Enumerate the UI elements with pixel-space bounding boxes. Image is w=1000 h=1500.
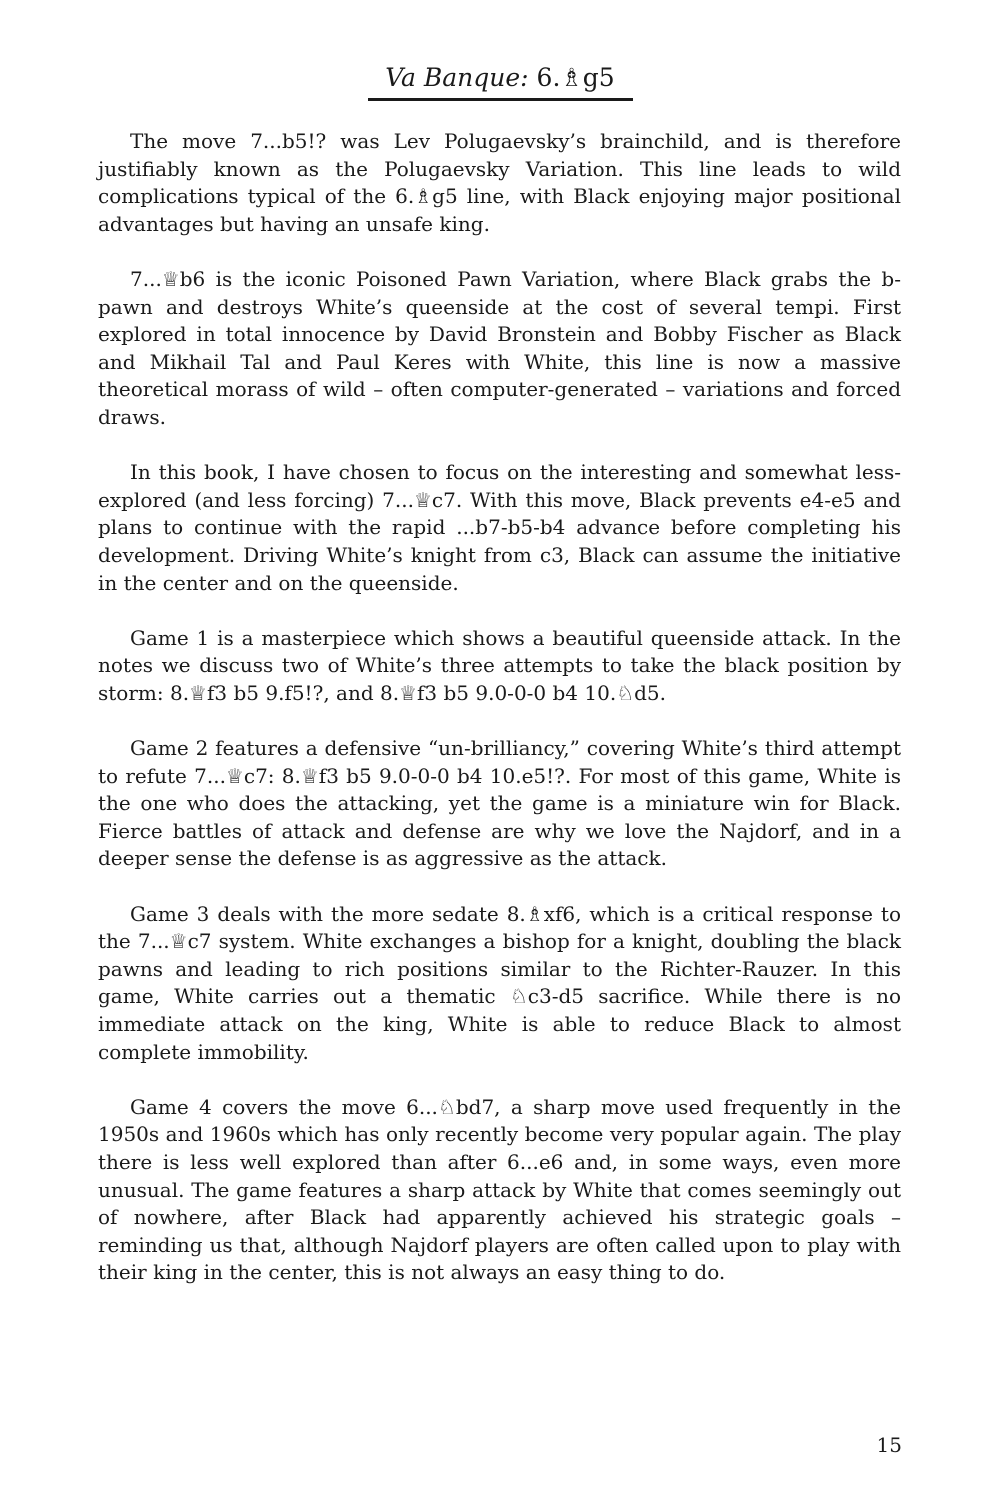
running-head [0,62,1000,94]
paragraph-game-1: Game 1 is a masterpiece which shows a beautiful queenside attack. In the notes we discuss two of White’s three attempts to take the black position by storm: 8.♕f3 b5 9.f5!?, and 8.♕f3 b5 9.0-0-0 b4 10.♘d5. [98,625,901,705]
running-head-title: Va Banque: [385,63,529,92]
paragraph-game-4: Game 4 covers the move 6...♘bd7, a sharp move used frequently in the 1950s and 1960s which has only recently become very popular again. The play there is less well explored than after 6...e6 and, in some ways, even more unusual. The game features a sharp attack by White that comes seemingly out of nowhere, after Black had apparently achieved his strategic goals – reminding us that, although Najdorf players are often called upon to play with their king in the center, this is not always an easy thing to do. [98,1094,901,1285]
paragraph-game-2: Game 2 features a defensive “un-brilliancy,” covering White’s third attempt to refute 7...♕c7: 8.♕f3 b5 9.0-0-0 b4 10.e5!?. For most of this game, White is the one who does the attacking, yet the game is a miniature win for Black. Fierce battles of attack and defense are why we love the Najdorf, and in a deeper sense the defense is as aggressive as the attack. [98,736,901,871]
body-text [98,128,901,1315]
paragraph-polugaevsky: The move 7...b5!? was Lev Polugaevsky’s brainchild, and is therefore justifiably known as the Polugaevsky Variation. This line leads to wild complications typical of the 6.♗g5 line, with Black enjoying major positional advantages but having an unsafe king. [98,129,901,236]
paragraph-book-focus: In this book, I have chosen to focus on the interesting and somewhat less-explored (and less forcing) 7...♕c7. With this move, Black prevents e4-e5 and plans to continue with the rapid ...b7-b5-b4 advance before completing his development. Driving White’s knight from c3, Black can assume the initiative in the center and on the queenside. [98,460,901,595]
running-head-move: 6.♗g5 [528,63,615,92]
running-head-rule [368,98,633,101]
page-number: 15 [876,1433,902,1457]
paragraph-poisoned-pawn: 7...♕b6 is the iconic Poisoned Pawn Variation, where Black grabs the b-pawn and destroys White’s queenside at the cost of several tempi. First explored in total innocence by David Bronstein and Bobby Fischer as Black and Mikhail Tal and Paul Keres with White, this line is now a massive theoretical morass of wild – often computer-generated – variations and forced draws. [98,266,901,429]
paragraph-game-3: Game 3 deals with the more sedate 8.♗xf6, which is a critical response to the 7...♕c7 system. White exchanges a bishop for a knight, doubling the black pawns and leading to rich positions similar to the Richter-Rauzer. In this game, White carries out a thematic ♘c3-d5 sacrifice. While there is no immediate attack on the king, White is able to reduce Black to almost complete immobility. [98,901,901,1064]
